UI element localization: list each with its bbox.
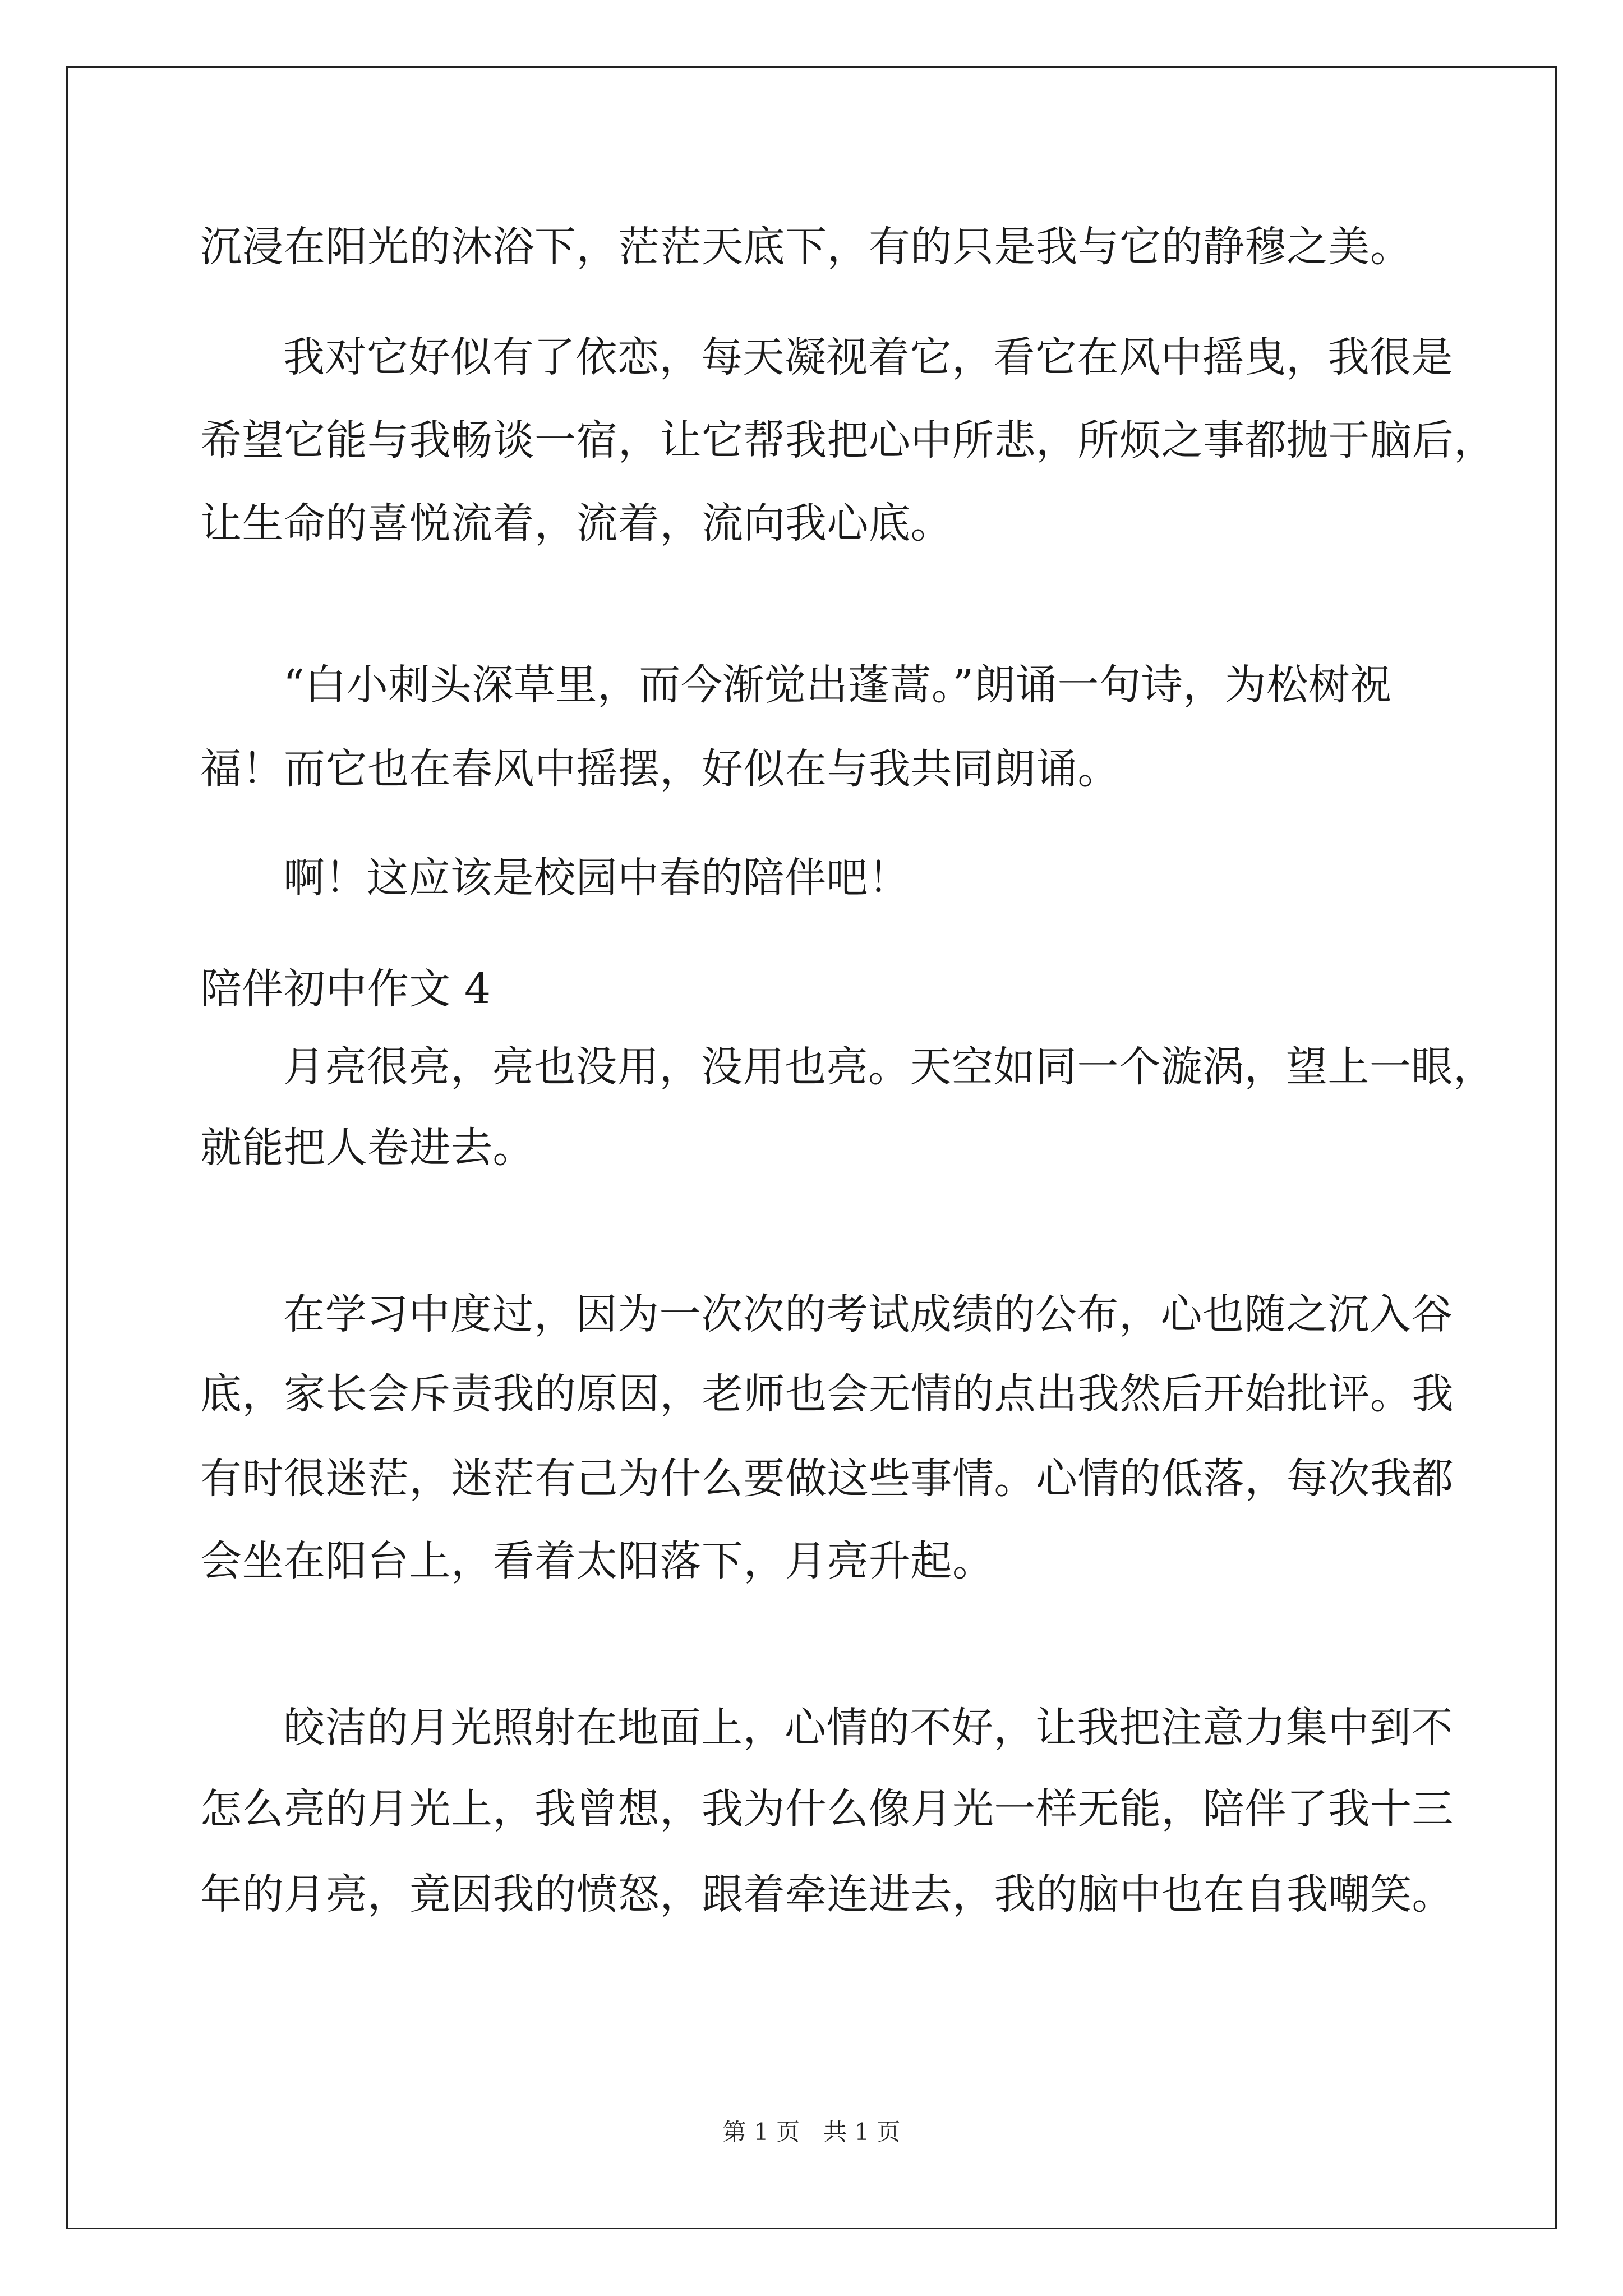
paragraph-first-line: 我对它好似有了依恋，每天凝视着它，看它在风中摇曳，我很是 — [283, 333, 1453, 381]
paragraph-first-line: 在学习中度过，因为一次次的考试成绩的公布，心也随之沉入谷 — [283, 1290, 1453, 1338]
text-line: 底，家长会斥责我的原因，老师也会无情的点出我然后开始批评。我 — [200, 1370, 1454, 1418]
paragraph-first-line: 皎洁的月光照射在地面上，心情的不好，让我把注意力集中到不 — [283, 1704, 1453, 1752]
paragraph-first-line: “白小刺头深草里，而今渐觉出蓬蒿。”朗诵一句诗，为松树祝 — [283, 661, 1392, 709]
text-line: 会坐在阳台上，看着太阳落下，月亮升起。 — [200, 1537, 994, 1585]
text-line: 沉浸在阳光的沐浴下，茫茫天底下，有的只是我与它的静穆之美。 — [200, 223, 1412, 271]
text-line: 就能把人卷进去。 — [200, 1124, 534, 1172]
text-line: 年的月亮，竟因我的愤怒，跟着牵连进去，我的脑中也在自我嘲笑。 — [200, 1870, 1454, 1918]
page-number-footer: 第 1 页 共 1 页 — [722, 2118, 901, 2146]
text-line: 怎么亮的月光上，我曾想，我为什么像月光一样无能，陪伴了我十三 — [200, 1785, 1454, 1833]
text-line: 有时很迷茫，迷茫有己为什么要做这些事情。心情的低落，每次我都 — [200, 1455, 1454, 1503]
paragraph-first-line: 啊！这应该是校园中春的陪伴吧！ — [283, 854, 910, 902]
text-line: 希望它能与我畅谈一宿，让它帮我把心中所悲，所烦之事都抛于脑后， — [200, 416, 1496, 464]
text-line: 福！而它也在春风中摇摆，好似在与我共同朗诵。 — [200, 745, 1119, 793]
section-heading: 陪伴初中作文 4 — [200, 965, 491, 1013]
paragraph-first-line: 月亮很亮，亮也没用，没用也亮。天空如同一个漩涡，望上一眼， — [283, 1043, 1495, 1091]
text-line: 让生命的喜悦流着，流着，流向我心底。 — [200, 499, 952, 547]
